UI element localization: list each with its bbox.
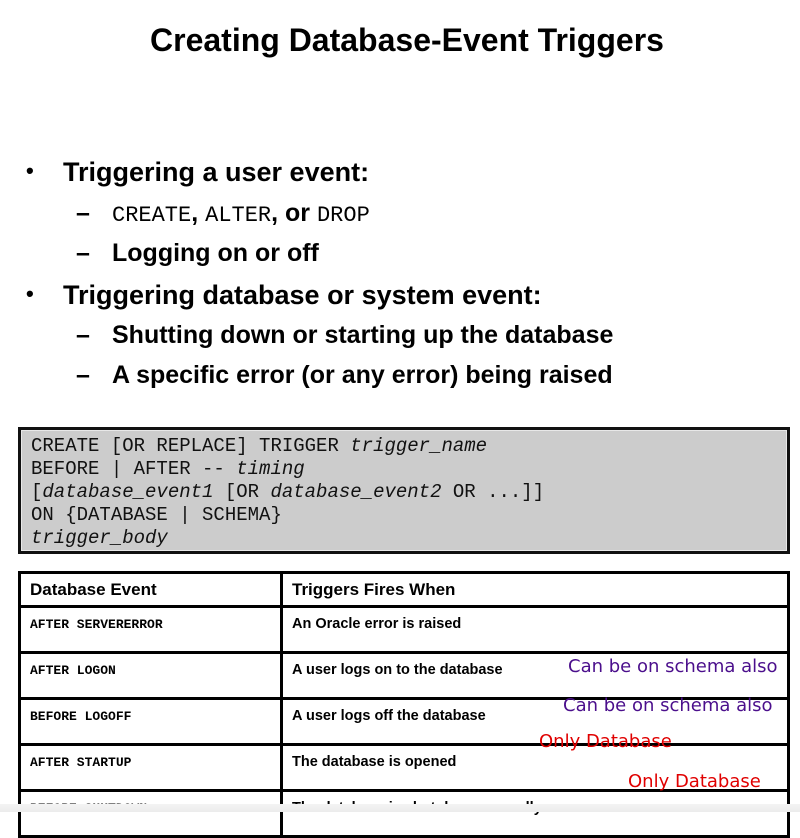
event-cell: BEFORE LOGOFF: [20, 699, 282, 745]
fires-when-cell: [282, 791, 789, 837]
annotation-schema-logoff: Can be on schema also: [563, 695, 773, 716]
bullet-text: Triggering database or system event:: [63, 280, 542, 310]
fires-when-cell: A user logs on to the database: [282, 653, 789, 699]
bullet-system-event: [26, 280, 542, 311]
event-cell: [20, 791, 282, 837]
table-header-row: [20, 573, 789, 607]
bullet-text: Triggering a user event:: [63, 157, 370, 187]
code-placeholder: trigger_body: [31, 527, 168, 549]
fires-when-cell: A user logs off the database: [282, 699, 789, 745]
dash-icon: –: [76, 361, 90, 389]
table-row: [20, 791, 789, 837]
fires-when-cell: The database is opened: [282, 745, 789, 791]
annotation-schema-logon: Can be on schema also: [568, 656, 778, 677]
bullet-icon: •: [26, 281, 34, 306]
code-line-5: [31, 527, 168, 549]
event-cell: AFTER STARTUP: [20, 745, 282, 791]
header-database-event: Database Event: [20, 573, 282, 607]
bullet-text: Shutting down or starting up the database: [112, 321, 614, 349]
separator-text: ,: [191, 199, 206, 227]
dash-icon: –: [76, 239, 90, 267]
code-text: [OR: [213, 481, 271, 503]
header-fires-when: Triggers Fires When: [282, 573, 789, 607]
code-text: OR ...]]: [441, 481, 545, 503]
sub-bullet-shutdown-startup: [76, 321, 613, 350]
code-placeholder: timing: [236, 458, 305, 480]
keyword-alter: ALTER: [205, 203, 272, 228]
bullet-user-event: [26, 157, 369, 188]
annotation-only-database-startup: Only Database: [539, 731, 672, 752]
code-text: ON {DATABASE | SCHEMA}: [31, 504, 282, 526]
slide-title: Creating Database-Event Triggers: [150, 22, 664, 58]
bullet-text: Logging on or off: [112, 239, 319, 267]
bullet-text: A specific error (or any error) being raised: [112, 361, 613, 389]
event-cell: AFTER SERVERERROR: [20, 607, 282, 653]
bullet-icon: •: [26, 158, 34, 183]
syntax-code-block: [18, 427, 790, 554]
dash-icon: –: [76, 321, 90, 349]
code-placeholder: trigger_name: [350, 435, 488, 457]
code-text: CREATE [OR REPLACE] TRIGGER: [31, 435, 351, 457]
dash-icon: –: [76, 199, 90, 227]
code-line-3: [31, 481, 544, 503]
keyword-drop: DROP: [316, 203, 370, 228]
code-placeholder: database_event2: [270, 481, 442, 503]
table-row: [20, 607, 789, 653]
code-line-2: [31, 458, 305, 480]
code-text: [: [31, 481, 43, 503]
sub-bullet-ddl-events: [76, 199, 370, 228]
page-edge-shadow: [0, 804, 800, 812]
code-placeholder: database_event1: [42, 481, 214, 503]
code-text: BEFORE | AFTER --: [31, 458, 237, 480]
fires-when-cell: An Oracle error is raised: [282, 607, 789, 653]
sub-bullet-error-raised: [76, 361, 613, 390]
code-line-1: [31, 435, 487, 457]
sub-bullet-logging: [76, 239, 319, 268]
event-cell: AFTER LOGON: [20, 653, 282, 699]
code-line-4: [31, 504, 282, 526]
separator-text: , or: [271, 199, 317, 227]
keyword-create: CREATE: [112, 203, 192, 228]
annotation-only-database-shutdown: Only Database: [628, 771, 761, 792]
